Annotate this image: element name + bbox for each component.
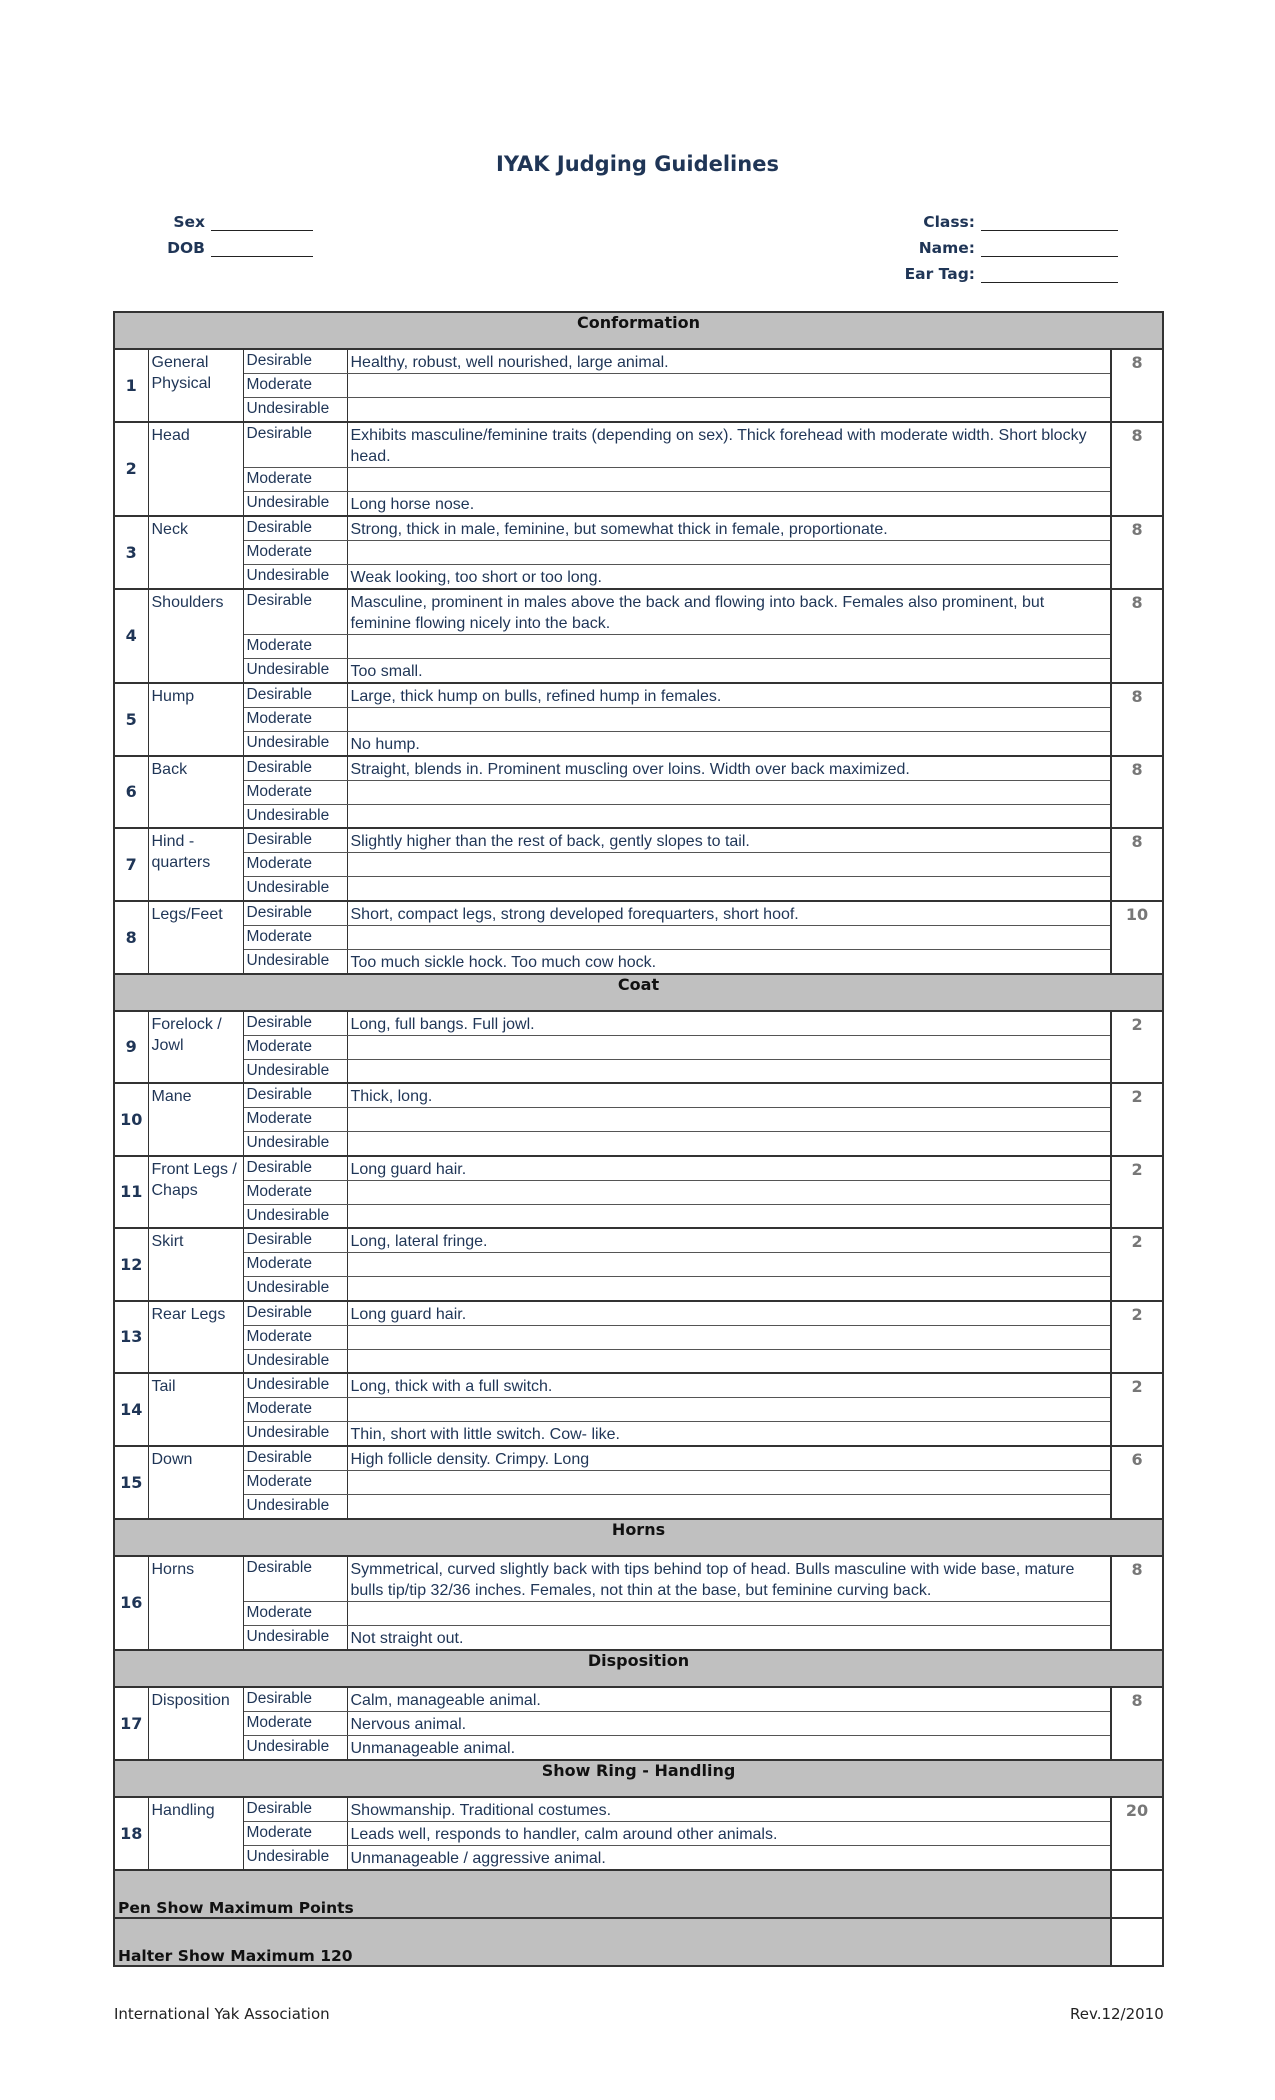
section-header-row xyxy=(114,312,1163,349)
criterion-name: Shoulders xyxy=(148,589,243,683)
class-input-line[interactable] xyxy=(981,212,1118,231)
criterion-number: 4 xyxy=(114,589,148,683)
rating-level: Moderate xyxy=(243,1601,347,1625)
rating-description xyxy=(347,707,1111,731)
dob-field xyxy=(85,238,313,257)
criterion-row xyxy=(114,1821,1163,1845)
criterion-points: 2 xyxy=(1111,1011,1163,1084)
criterion-number: 17 xyxy=(114,1687,148,1760)
sex-input-line[interactable] xyxy=(211,212,313,231)
criterion-row xyxy=(114,731,1163,756)
rating-description xyxy=(347,780,1111,804)
rating-description xyxy=(347,1132,1111,1156)
criterion-name: Mane xyxy=(148,1083,243,1156)
criterion-row xyxy=(114,1556,1163,1602)
criterion-name: Disposition xyxy=(148,1687,243,1760)
pen-show-maximum-label: Pen Show Maximum Points xyxy=(114,1870,1111,1918)
criterion-name: Back xyxy=(148,756,243,829)
rating-level: Undesirable xyxy=(243,804,347,828)
rating-description: Thin, short with little switch. Cow- like. xyxy=(347,1422,1111,1447)
criterion-points: 8 xyxy=(1111,589,1163,683)
rating-description xyxy=(347,398,1111,422)
rating-level: Desirable xyxy=(243,589,347,635)
criterion-row xyxy=(114,877,1163,901)
rating-description xyxy=(347,1035,1111,1059)
rating-description: Showmanship. Traditional costumes. xyxy=(347,1797,1111,1822)
rating-description: Symmetrical, curved slightly back with tips behind top of head. Bulls masculine with wide base, mature bulls tip/tip 32/36 inches. Females, not thin at the base, but feminine curving back. xyxy=(347,1556,1111,1602)
criterion-row xyxy=(114,1035,1163,1059)
criterion-row xyxy=(114,1156,1163,1181)
rating-description xyxy=(347,634,1111,658)
criterion-row xyxy=(114,1277,1163,1301)
criterion-row xyxy=(114,1845,1163,1870)
rating-level: Undesirable xyxy=(243,1204,347,1228)
rating-level: Moderate xyxy=(243,1471,347,1495)
rating-description xyxy=(347,804,1111,828)
rating-description xyxy=(347,877,1111,901)
rating-description xyxy=(347,1349,1111,1373)
criterion-row xyxy=(114,1180,1163,1204)
section-header-row xyxy=(114,1760,1163,1797)
judging-table xyxy=(113,311,1164,1967)
rating-level: Moderate xyxy=(243,634,347,658)
ear-tag-input-line[interactable] xyxy=(981,264,1118,283)
rating-level: Undesirable xyxy=(243,491,347,516)
rating-level: Desirable xyxy=(243,901,347,926)
rating-level: Moderate xyxy=(243,1180,347,1204)
criterion-row xyxy=(114,467,1163,491)
rating-description xyxy=(347,1398,1111,1422)
pen-show-maximum-value-cell[interactable] xyxy=(1111,1870,1163,1918)
rating-level: Moderate xyxy=(243,1325,347,1349)
rating-description xyxy=(347,540,1111,564)
criterion-points: 2 xyxy=(1111,1301,1163,1374)
criterion-number: 9 xyxy=(114,1011,148,1084)
rating-description xyxy=(347,1204,1111,1228)
rating-level: Moderate xyxy=(243,1398,347,1422)
criterion-row xyxy=(114,1132,1163,1156)
rating-level: Undesirable xyxy=(243,1845,347,1870)
halter-show-maximum-row xyxy=(114,1918,1163,1966)
criterion-name: Head xyxy=(148,422,243,516)
rating-level: Moderate xyxy=(243,1035,347,1059)
criterion-number: 18 xyxy=(114,1797,148,1870)
criterion-row xyxy=(114,1398,1163,1422)
rating-level: Desirable xyxy=(243,1556,347,1602)
criterion-row xyxy=(114,1083,1163,1108)
criterion-row xyxy=(114,1373,1163,1398)
rating-description: No hump. xyxy=(347,731,1111,756)
criterion-row xyxy=(114,1711,1163,1735)
rating-level: Moderate xyxy=(243,707,347,731)
criterion-name: Tail xyxy=(148,1373,243,1446)
rating-level: Undesirable xyxy=(243,1277,347,1301)
criterion-points: 2 xyxy=(1111,1156,1163,1229)
criterion-number: 13 xyxy=(114,1301,148,1374)
rating-level: Undesirable xyxy=(243,877,347,901)
name-input-line[interactable] xyxy=(981,238,1118,257)
rating-description: Long, lateral fringe. xyxy=(347,1228,1111,1253)
criterion-name: Handling xyxy=(148,1797,243,1870)
criterion-points: 6 xyxy=(1111,1446,1163,1519)
rating-description xyxy=(347,1253,1111,1277)
criterion-row xyxy=(114,398,1163,422)
rating-level: Desirable xyxy=(243,1446,347,1471)
rating-level: Moderate xyxy=(243,1821,347,1845)
rating-level: Moderate xyxy=(243,925,347,949)
criterion-name: Horns xyxy=(148,1556,243,1650)
rating-description: Long, thick with a full switch. xyxy=(347,1373,1111,1398)
criterion-row xyxy=(114,853,1163,877)
criterion-points: 10 xyxy=(1111,901,1163,974)
rating-level: Desirable xyxy=(243,349,347,374)
rating-description: Too small. xyxy=(347,658,1111,683)
criterion-row xyxy=(114,780,1163,804)
rating-level: Desirable xyxy=(243,516,347,541)
criterion-number: 8 xyxy=(114,901,148,974)
criterion-row xyxy=(114,1687,1163,1712)
criterion-row xyxy=(114,540,1163,564)
name-label: Name: xyxy=(918,239,975,257)
criterion-number: 11 xyxy=(114,1156,148,1229)
criterion-row xyxy=(114,1422,1163,1447)
rating-description: Leads well, responds to handler, calm around other animals. xyxy=(347,1821,1111,1845)
rating-description xyxy=(347,467,1111,491)
criterion-row xyxy=(114,925,1163,949)
rating-description: High follicle density. Crimpy. Long xyxy=(347,1446,1111,1471)
rating-description: Thick, long. xyxy=(347,1083,1111,1108)
rating-description: Weak looking, too short or too long. xyxy=(347,564,1111,589)
criterion-name: Forelock / Jowl xyxy=(148,1011,243,1084)
rating-description xyxy=(347,1277,1111,1301)
section-title: Conformation xyxy=(114,312,1163,349)
rating-level: Moderate xyxy=(243,467,347,491)
rating-level: Desirable xyxy=(243,1156,347,1181)
criterion-points: 2 xyxy=(1111,1083,1163,1156)
rating-description xyxy=(347,1180,1111,1204)
criterion-name: Front Legs / Chaps xyxy=(148,1156,243,1229)
criterion-points: 2 xyxy=(1111,1373,1163,1446)
rating-level: Undesirable xyxy=(243,1132,347,1156)
rating-level: Undesirable xyxy=(243,1373,347,1398)
rating-level: Undesirable xyxy=(243,1059,347,1083)
section-title: Horns xyxy=(114,1519,1163,1556)
criterion-number: 15 xyxy=(114,1446,148,1519)
criterion-name: Rear Legs xyxy=(148,1301,243,1374)
pen-show-maximum-row xyxy=(114,1870,1163,1918)
rating-description xyxy=(347,853,1111,877)
rating-level: Desirable xyxy=(243,422,347,468)
criterion-name: Hind - quarters xyxy=(148,828,243,901)
criterion-row xyxy=(114,1108,1163,1132)
rating-level: Undesirable xyxy=(243,658,347,683)
section-title: Show Ring - Handling xyxy=(114,1760,1163,1797)
rating-level: Undesirable xyxy=(243,1422,347,1447)
footer-revision: Rev.12/2010 xyxy=(1070,2005,1164,2023)
rating-level: Moderate xyxy=(243,374,347,398)
section-header-row xyxy=(114,974,1163,1011)
section-header-row xyxy=(114,1650,1163,1687)
criterion-row xyxy=(114,658,1163,683)
rating-level: Desirable xyxy=(243,1301,347,1326)
rating-level: Undesirable xyxy=(243,398,347,422)
dob-input-line[interactable] xyxy=(211,238,313,257)
rating-level: Moderate xyxy=(243,1711,347,1735)
criterion-row xyxy=(114,374,1163,398)
rating-level: Undesirable xyxy=(243,1625,347,1650)
rating-level: Undesirable xyxy=(243,1349,347,1373)
rating-description xyxy=(347,374,1111,398)
criterion-number: 3 xyxy=(114,516,148,589)
sex-label: Sex xyxy=(173,213,205,231)
section-header-row xyxy=(114,1519,1163,1556)
criterion-row xyxy=(114,1625,1163,1650)
rating-level: Desirable xyxy=(243,1687,347,1712)
criterion-row xyxy=(114,589,1163,635)
criterion-points: 8 xyxy=(1111,1687,1163,1760)
halter-show-maximum-value-cell[interactable] xyxy=(1111,1918,1163,1966)
rating-description: Long guard hair. xyxy=(347,1301,1111,1326)
ear-tag-label: Ear Tag: xyxy=(904,265,975,283)
rating-description: Large, thick hump on bulls, refined hump in females. xyxy=(347,683,1111,708)
halter-show-maximum-label: Halter Show Maximum 120 xyxy=(114,1918,1111,1966)
criterion-row xyxy=(114,1601,1163,1625)
criterion-points: 8 xyxy=(1111,683,1163,756)
criterion-number: 10 xyxy=(114,1083,148,1156)
criterion-row xyxy=(114,1011,1163,1036)
criterion-number: 14 xyxy=(114,1373,148,1446)
page-title: IYAK Judging Guidelines xyxy=(496,152,779,176)
rating-description: Too much sickle hock. Too much cow hock. xyxy=(347,949,1111,974)
rating-level: Desirable xyxy=(243,1011,347,1036)
section-title: Coat xyxy=(114,974,1163,1011)
rating-description xyxy=(347,925,1111,949)
criterion-number: 12 xyxy=(114,1228,148,1301)
criterion-points: 8 xyxy=(1111,828,1163,901)
rating-level: Undesirable xyxy=(243,949,347,974)
criterion-row xyxy=(114,564,1163,589)
criterion-row xyxy=(114,949,1163,974)
rating-level: Undesirable xyxy=(243,1735,347,1760)
criterion-points: 8 xyxy=(1111,756,1163,829)
criterion-row xyxy=(114,1495,1163,1519)
criterion-row xyxy=(114,1797,1163,1822)
rating-level: Undesirable xyxy=(243,564,347,589)
rating-level: Undesirable xyxy=(243,731,347,756)
criterion-row xyxy=(114,1471,1163,1495)
class-field xyxy=(855,212,1118,231)
criterion-row xyxy=(114,1325,1163,1349)
rating-description: Straight, blends in. Prominent muscling over loins. Width over back maximized. xyxy=(347,756,1111,781)
criterion-points: 20 xyxy=(1111,1797,1163,1870)
rating-description: Long guard hair. xyxy=(347,1156,1111,1181)
rating-level: Desirable xyxy=(243,756,347,781)
criterion-number: 1 xyxy=(114,349,148,422)
criterion-row xyxy=(114,804,1163,828)
criterion-row xyxy=(114,828,1163,853)
criterion-name: Legs/Feet xyxy=(148,901,243,974)
criterion-row xyxy=(114,756,1163,781)
rating-description: Calm, manageable animal. xyxy=(347,1687,1111,1712)
criterion-number: 6 xyxy=(114,756,148,829)
criterion-points: 8 xyxy=(1111,349,1163,422)
rating-level: Desirable xyxy=(243,1083,347,1108)
rating-level: Moderate xyxy=(243,853,347,877)
criterion-points: 2 xyxy=(1111,1228,1163,1301)
criterion-row xyxy=(114,683,1163,708)
rating-description: Long, full bangs. Full jowl. xyxy=(347,1011,1111,1036)
section-title: Disposition xyxy=(114,1650,1163,1687)
criterion-row xyxy=(114,516,1163,541)
footer-organization: International Yak Association xyxy=(114,2005,330,2023)
rating-description xyxy=(347,1495,1111,1519)
dob-label: DOB xyxy=(167,239,205,257)
rating-level: Moderate xyxy=(243,1108,347,1132)
rating-description: Nervous animal. xyxy=(347,1711,1111,1735)
criterion-name: Neck xyxy=(148,516,243,589)
rating-description: Short, compact legs, strong developed forequarters, short hoof. xyxy=(347,901,1111,926)
rating-level: Desirable xyxy=(243,1228,347,1253)
rating-description xyxy=(347,1471,1111,1495)
criterion-row xyxy=(114,1253,1163,1277)
criterion-name: Down xyxy=(148,1446,243,1519)
criterion-row xyxy=(114,1349,1163,1373)
rating-level: Moderate xyxy=(243,780,347,804)
rating-description: Not straight out. xyxy=(347,1625,1111,1650)
sex-field xyxy=(85,212,313,231)
criterion-number: 7 xyxy=(114,828,148,901)
criterion-row xyxy=(114,707,1163,731)
criterion-points: 8 xyxy=(1111,1556,1163,1650)
criterion-row xyxy=(114,349,1163,374)
criterion-row xyxy=(114,491,1163,516)
rating-level: Desirable xyxy=(243,1797,347,1822)
criterion-row xyxy=(114,1059,1163,1083)
criterion-name: General Physical xyxy=(148,349,243,422)
rating-description: Masculine, prominent in males above the back and flowing into back. Females also prominent, but feminine flowing nicely into the back. xyxy=(347,589,1111,635)
ear-tag-field xyxy=(855,264,1118,283)
rating-description: Healthy, robust, well nourished, large animal. xyxy=(347,349,1111,374)
rating-level: Desirable xyxy=(243,683,347,708)
criterion-number: 5 xyxy=(114,683,148,756)
criterion-number: 2 xyxy=(114,422,148,516)
rating-description xyxy=(347,1601,1111,1625)
rating-description: Slightly higher than the rest of back, gently slopes to tail. xyxy=(347,828,1111,853)
rating-description: Strong, thick in male, feminine, but somewhat thick in female, proportionate. xyxy=(347,516,1111,541)
rating-description: Long horse nose. xyxy=(347,491,1111,516)
rating-level: Moderate xyxy=(243,1253,347,1277)
rating-description xyxy=(347,1325,1111,1349)
rating-level: Desirable xyxy=(243,828,347,853)
criterion-points: 8 xyxy=(1111,516,1163,589)
rating-description xyxy=(347,1108,1111,1132)
criterion-row xyxy=(114,1204,1163,1228)
rating-description: Exhibits masculine/feminine traits (depending on sex). Thick forehead with moderate width. Short blocky head. xyxy=(347,422,1111,468)
rating-description: Unmanageable animal. xyxy=(347,1735,1111,1760)
criterion-row xyxy=(114,1446,1163,1471)
name-field xyxy=(855,238,1118,257)
criterion-row xyxy=(114,1228,1163,1253)
rating-description xyxy=(347,1059,1111,1083)
criterion-name: Skirt xyxy=(148,1228,243,1301)
rating-level: Moderate xyxy=(243,540,347,564)
criterion-number: 16 xyxy=(114,1556,148,1650)
criterion-points: 8 xyxy=(1111,422,1163,516)
rating-description: Unmanageable / aggressive animal. xyxy=(347,1845,1111,1870)
class-label: Class: xyxy=(923,213,975,231)
criterion-row xyxy=(114,1735,1163,1760)
criterion-row xyxy=(114,1301,1163,1326)
criterion-row xyxy=(114,901,1163,926)
rating-level: Undesirable xyxy=(243,1495,347,1519)
criterion-row xyxy=(114,634,1163,658)
criterion-name: Hump xyxy=(148,683,243,756)
criterion-row xyxy=(114,422,1163,468)
